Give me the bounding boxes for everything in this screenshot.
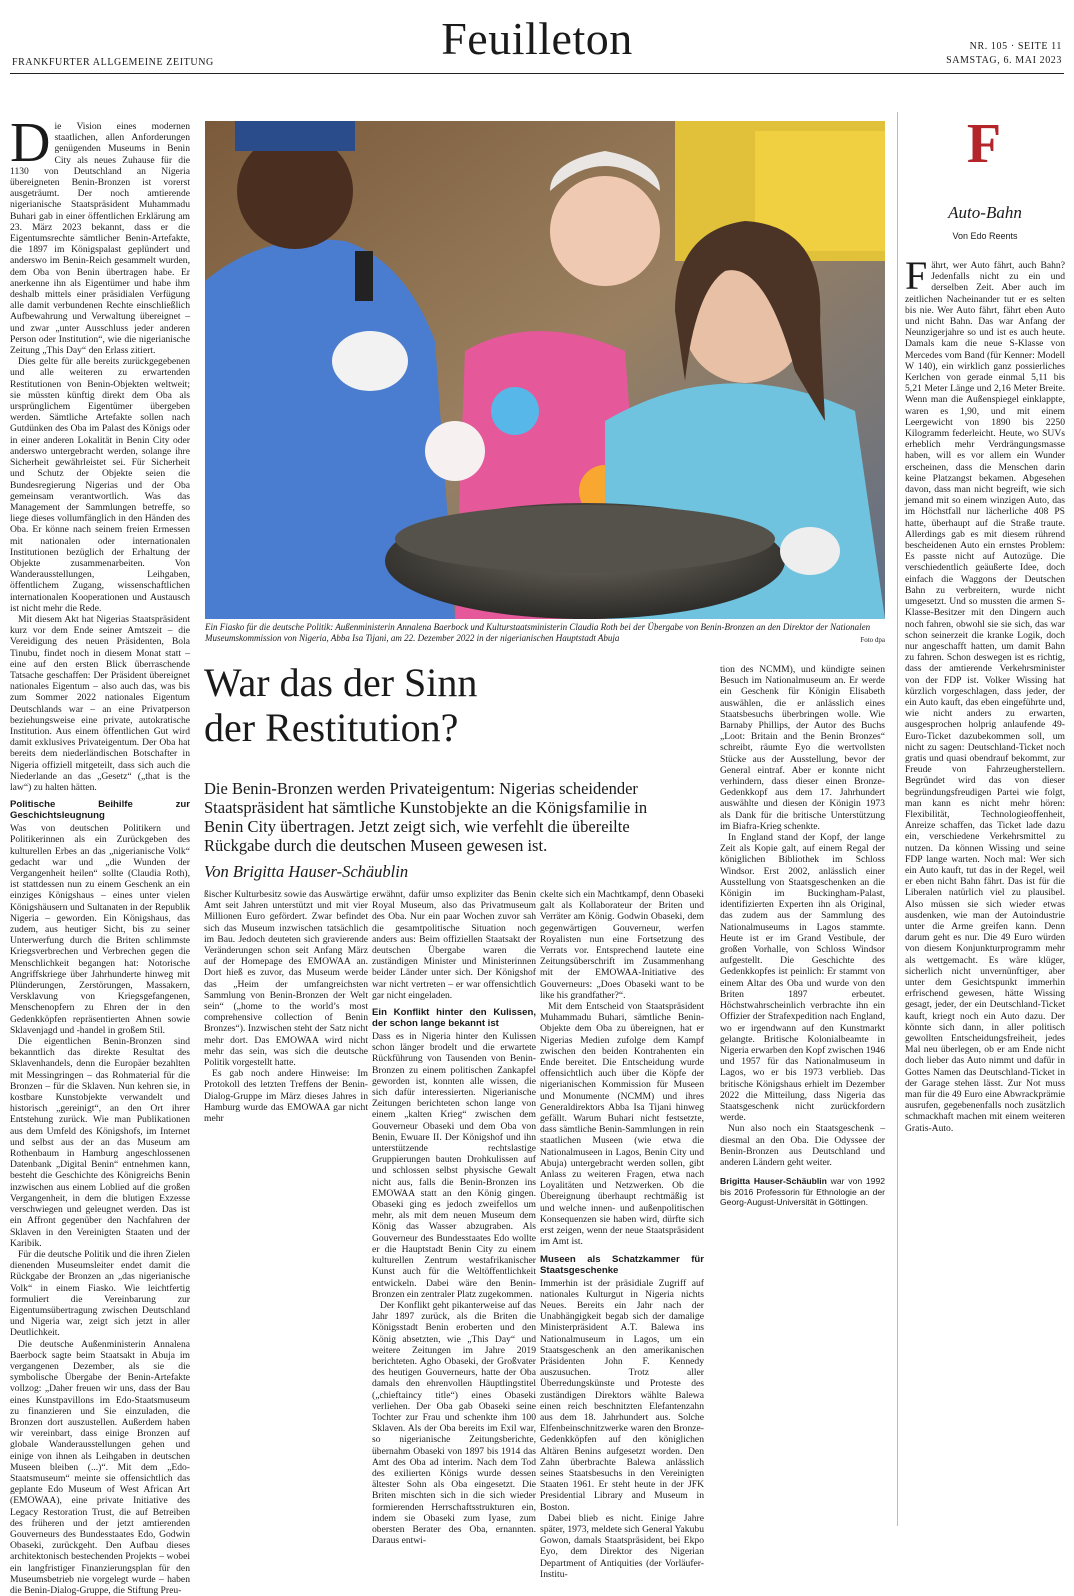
issue-date: SAMSTAG, 6. MAI 2023 — [946, 55, 1062, 66]
article-column-3: erwähnt, dafür umso expliziter das Benin Royal Museum, also das Privatmuseum des Oba. Nur ein paar Wochen zuvor sah die gesamtpolitische Situation noch anders aus: Beim offiziellen Staatsakt der deutschen Übergabe waren die zuständigen Minister und Ministerinnen beider Länder unter sich. Der Königshof war nicht vertreten – er war offensichtlich gar nicht eingeladen. Ein Konflikt hinter den Kulissen, der schon lange bekannt ist Dass es in Nigeria hinter den Kulissen schon länger brodelt und die erwartete Rückführung von Tausenden von Benin-Bronzen zu einem politischen Zankapfel geworden ist, konnten alle wissen, die sich dafür interessierten. Nigerianische Zeitungen berichteten schon lange von einem „kalten Krieg“ zwischen dem Gouverneur Obaseki und dem Oba von Benin, Ewuare II. Der Königshof und ihn unterstützende rechtslastige Gruppierungen bauten Drohkulissen auf und schlossen selbst physische Gewalt nicht aus, falls die Benin-Bronzen ins EMOWAA statt an den König gingen. Obaseki ging es jedoch zweifellos um mehr, als mit dem neuen Museum dem König das Wasser abzugraben. Als Gouverneur des Bundesstaates Edo wollte er die Hauptstadt Benin City zu einem kulturellen Zentrum westafrikanischer Kunst auch für die Weltöffentlichkeit entwickeln. Dabei wäre den Benin-Bronzen ein zentraler Platz zugekommen. Der Konflikt geht pikanterweise auf das Jahr 1897 zurück, als die Briten die Königsstadt Benin eroberten und den König absetzten, wie „This Day“ und weitere Zeitungen im Jahre 2019 berichteten. Agho Obaseki, der Großvater des heutigen Gouverneurs, hatte der Oba damals den ehrenvollen Häuptlingstitel („chieftaincy title“) eines Obaseki verliehen. Der Oba gab Obaseki seine Tochter zur Frau und schenkte ihm 100 Sklaven. Als der Oba bereits im Exil war, so nigerianische Zeitungsberichte, übernahm Obaseki von 1897 bis 1914 das Amt des Oba ad interim. Nach dem Tod des exilierten Königs wurde dessen ältester Sohn als Oba eingesetzt. Die Briten mischten sich in die sich wieder formierenden Herrschaftsstrukturen ein, indem sie Obaseki zum Iyase, zum obersten Berater des Oba, ernannten. Daraus entwi- — [372, 889, 536, 1547]
masthead-rule — [10, 73, 1064, 74]
faz-logo-icon — [960, 112, 1008, 175]
article-teaser: Die Benin-Bronzen werden Privateigentum: Nigerias scheidender Staatspräsident hat sämtliche Kunstobjekte an die Königsfamilie in Benin City übertragen. Jetzt zeigt sich, wie verfehlt die übereilte Rückgabe durch die deutschen Museen gewesen ist. — [204, 779, 648, 855]
gloss-author: Von Edo Reents — [952, 231, 1018, 241]
photo-credit: Foto dpa — [860, 635, 885, 644]
article-column-4: ckelte sich ein Machtkampf, denn Obaseki galt als Kollaborateur der Briten und Verräter am König. Godwin Obaseki, dem gegenwärtigen Gouverneur, werfen Royalisten nun eine Fortsetzung des Verrats vor. Entsprechend lautete eine Zeitungsüberschrift im Zusammenhang mit der EMOWAA-Initiative des Gouverneurs: „Does Obaseki want to be like his grandfather?“. Mit dem Entscheid von Staatspräsident Muhammadu Buhari, sämtliche Benin-Objekte dem Oba zu übereignen, hat er Nigerias Medien zufolge dem Kampf zwischen den beiden Kontrahenten ein Ende bereitet. Die Entscheidung wurde offensichtlich auch über die Köpfe der nigerianischen Kommission für Museen und Monumente (NCMM) und ihres Generaldirektors Abba Isa Tijani hinweg gefällt. Warum Buhari nicht festsetzte, dass sämtliche Benin-Sammlungen in rein staatlichen Museen (wie etwa die Nationalmuseen in Lagos, Benin City und Abuja) untergebracht werden sollen, gibt Anlass zu weiteren Fragen, etwa nach Loyalitäten und Netzwerken. Ob die Übereignung überhaupt rechtmäßig ist und welche innen- und außenpolitischen Konsequenzen sie haben wird, dürfte sich erst zeigen, wenn der neue Staatspräsident im Amt ist. Museen als Schatzkammer für Staatsgeschenke Immerhin ist der präsidiale Zugriff auf nationales Kulturgut in Nigeria nichts Neues. Bereits ein Jahr nach der Unabhängigkeit begab sich der damalige Ministerpräsident A.T. Balewa ins Nationalmuseum in Lagos, um ein Staatsgeschenk an den amerikanischen Präsidenten John F. Kennedy auszusuchen. Trotz aller Überredungskünste und Proteste des zuständigen Direktors wählte Balewa einen reich beschnitzten Elefantenzahn aus dem 18. Jahrhundert aus. Solche Elfenbeinschnitzwerke waren den Bronze-Gedenkköpfen auf den königlichen Altären Benins aufgesetzt worden. Den Zahn überbrachte Balewa anlässlich seines Staatsbesuchs in den Vereinigten Staaten 1961. Er steht heute in der JFK Presidential Library and Museum in Boston. Dabei blieb es nicht. Einige Jahre später, 1973, meldete sich General Yakubu Gowon, damals Staatspräsident, bei Ekpo Eyo, dem Direktor des Nigerian Department of Antiquities (der Vorläufer-Institu- — [540, 889, 704, 1580]
logo-letter: F — [966, 113, 1002, 175]
gloss-drop-cap: F — [905, 253, 928, 298]
subheading: Politische Beihilfe zur Geschichtsleugnung — [10, 799, 190, 822]
author-bio: Brigitta Hauser-Schäublin war von 1992 bis 2016 Professorin für Ethnologie an der Georg-August-Universität in Göttingen. — [720, 1176, 886, 1207]
gloss-text: Fährt, wer Auto fährt, auch Bahn? Jedenfalls nicht zu ein und derselben Zeit. Aber auch im zeitlichen Nacheinander tut er es selten bis nie. Wer Auto fährt, fährt eben Auto und nicht Bahn. Das war Anfang der Neunzigerjahre so und ist es auch heute. Damals kam die neue S-Klasse von Mercedes vom Band (für Kenner: Modell W 140), ein wirklich ganz possierliches Kerlchen von gerade einmal 5,11 bis 5,21 Meter Länge und 2,16 Meter Breite. Wenn man die Außenspiegel einklappte, waren es 1,90, und mit einem Leergewicht von 1890 bis 2250 Kilogramm federleicht. Heute, wo SUVs erheblich mehr Verdrängungsmasse haben, will es vor allem ein Wunder erscheinen, dass die Menschen darin keine Platzangst bekamen. Abgesehen davon, dass man nicht begreift, wie sich jemand mit so einem winzigen Auto, das im Höchstfall nur lächerliche 408 PS hatte, überhaupt auf die Straße traute. Allerdings gab es mit diesem rührend bescheidenen Auto ein ernstes Problem: Es passte nicht auf Autozüge. Die verschiedentlich geäußerte Idee, doch einfach die Waggons der Deutschen Bahn zu verbreitern, wurde nicht umgesetzt. Und so mussten die armen S-Klasse-Besitzer mit den Dingern auch noch fahren, obwohl sie sie sich, das war schon seinerzeit die kranke Logik, doch nur angeschafft hatten, um damit Bahn zu fahren. Schon deswegen ist es richtig, dass der amtierende Verkehrsminister von der FDP ist. Volker Wissing hat kürzlich vorgeschlagen, dass jeder, der ein Auto kauft, das eben eingeführte und, wie nicht anders zu erwarten, ausgesprochen holprig anlaufende 49-Euro-Ticket dazubekommen soll, um nicht zu sagen: Deutschland-Ticket noch gratis und quasi obendrauf bekommt, zur Freude von Fahrzeugherstellern. Begründet wird das von dieser begründungsfreudigen Partei wie folgt, man kann es nicht mehr hören: Flexibilität, Technologieoffenheit, Anreize schaffen, das Ticket lade dazu ein, verschiedene Verkehrsmittel zu nutzen. Da können Wissing und seine FDP lange warten. Noch mal: Wer sich ein Auto kauft, tut das in der Regel, weil er eben nicht Bahn fährt. Das ist für die Liberalen natürlich viel zu plausibel. Also müssen sie sich wieder etwas ausdenken, wie man der Autoindustrie unter die Arme greifen kann. Denn darum geht es nur. Die 49 Euro würden von diesem Konjunkturprogramm mehr als wettgemacht. Es wäre klüger, sicherlich nicht unvernünftiger, aber unter dem Gesichtspunkt immerhin erfrischend gewesen, hätte Wissing gesagt, jeder, der ein Deutschland-Ticket kauft, kriegt noch ein Auto dazu. Der könnte sich dann, in aller politisch gewollten Entscheidungsfreiheit, jedes Mal neu überlegen, ob er am Ende nicht doch lieber das Auto nimmt und dafür in Gottes Namen das Deutschland-Ticket in der Garage stehen lässt. Zur Not muss man für die 49 Euro eine Abwrackprämie ausrufen, gegebenenfalls noch zusätzlich schmackhaft machen mit einem weiteren Gratis-Auto. — [905, 253, 1065, 1134]
photo-illustration — [205, 121, 885, 619]
article-photo — [205, 121, 885, 619]
drop-cap: D — [10, 112, 51, 174]
section-title: Feuilleton — [441, 13, 633, 64]
article-headline: War das der Sinn der Restitution? — [204, 660, 478, 750]
photo-caption: Ein Fiasko für die deutsche Politik: Außenministerin Annalena Baerbock und Kulturstaatsministerin Claudia Roth bei der Übergabe von Benin-Bronzen an den Direktor der Nationalen Museumskommission von Nigeria, Abba Isa Tijani, am 22. Dezember 2022 in der nigerianischen Hauptstadt Abuja Foto dpa — [205, 622, 885, 644]
subheading: Ein Konflikt hinter den Kulissen, der schon lange bekannt ist — [372, 1007, 536, 1030]
article-byline: Von Brigitta Hauser-Schäublin — [204, 862, 409, 881]
newspaper-name: FRANKFURTER ALLGEMEINE ZEITUNG — [12, 57, 214, 68]
issue-number: NR. 105 · SEITE 11 — [969, 41, 1062, 52]
gloss-title: Auto-Bahn — [948, 203, 1022, 222]
issue-info — [946, 40, 1062, 68]
article-column-2: ßischer Kulturbesitz sowie das Auswärtige Amt seit Jahren unterstützt und mit vier Millionen Euro gefördert. Zwar befindet sich das Museum inzwischen tatsächlich im Bau. Jedoch deuteten sich gravierende Veränderungen schon seit Anfang März auf der Homepage des EMOWAA an. Dort hieß es zuvor, das Museum werde das „Heim der umfangreichsten Sammlung von Benin-Bronzen der Welt sein“ („home to the world’s most comprehensive collection of Benin Bronzes“). Inzwischen steht der Satz nicht mehr dort. Das EMOWAA wird nicht mehr das sein, was sich die deutsche Politik vorgestellt hatte. Es gab noch andere Hinweise: Im Protokoll des letzten Treffens der Benin-Dialog-Gruppe im März dieses Jahres in Hamburg wurde das EMOWAA gar nicht mehr — [204, 889, 368, 1125]
subheading: Museen als Schatzkammer für Staatsgeschenke — [540, 1253, 704, 1276]
article-column-1: Die Vision eines modernen staatlichen, allen Anforderungen genügenden Museums in Benin City als neues Zuhause für die 1130 von Deutschland an Nigeria übereigneten Benin-Bronzen ist vorerst ausgeträumt. Der noch amtierende nigerianische Staatspräsident Muhammadu Buhari gab in einer öffentlichen Erklärung am 23. März 2023 bekannt, dass er die Eigentumsrechte sämtlicher Benin-Artefakte, die 1897 im Königspalast geplündert und anderswo im Benin-Reich gesammelt wurden, dem Oba von Benin übertragen habe. Er anerkenne ihn als Eigentümer und habe ihm deshalb mittels einer präsidialen Verfügung alle damit verbundenen Rechte einschließlich Aufbewahrung und Verwaltung übereignet – und zwar „unter Ausschluss jeder anderen Person oder Institution“, wie die nigerianische Zeitung „This Day“ den Erlass zitiert. Dies gelte für alle bereits zurückgegebenen und alle weiteren zu erwartenden Restitutionen von Benin-Objekten weltweit; sie müssten künftig direkt dem Oba als ursprünglichem Eigentümer übergeben werden. Sämtliche Artefakte sollen nach Gutdünken des Oba im Palast des Königs oder in einer anderen Lokalität in Benin City oder anderswo untergebracht werden, solange ihre Sicherheit gewährleistet sei. Für Sicherheit und Schutz der Objekte seien die Bundesregierung Nigerias und der Oba gemeinsam verantwortlich. Was das Management der Sammlungen betreffe, so liege dieses vollumfänglich in den Händen des Oba. Er könne nach seinem freien Ermessen mit nationalen oder internationalen Institutionen bezüglich der Erhaltung der Objekte zusammenarbeiten. Von Wanderausstellungen, Leihgaben, öffentlichem Zugang, wissenschaftlichen internationalen Kooperationen und Austausch ist nicht mehr die Rede. Mit diesem Akt hat Nigerias Staatspräsident kurz vor dem Ende seiner Amtszeit – die Vereidigung des neuen Präsidenten, Bola Tinubu, findet noch in diesem Monat statt – eine auf den ersten Blick überraschende Tatsache geschaffen: Der Präsident übereignet nationales Eigentum – also auch das, was bis zum Sommer 2022 nationales Eigentum Deutschlands war – an eine Privatperson beziehungsweise eine private, autokratische Institution. Aus einem öffentlichen Gut wird damit exklusives Privateigentum. Der Oba hat bereits dem niederländischen Botschafter in Nigeria offiziell mitgeteilt, dass sich auch die Niederlande an das „Gesetz“ („that is the law“) zu halten hätten. Politische Beihilfe zur Geschichtsleugnung Was von deutschen Politikern und Politikerinnen als ein Zurückgeben des kulturellen Erbes an das „nigerianische Volk“ gedacht war und „die Wunden der Vergangenheit heilen“ sollte (Claudia Roth), ist stattdessen nun zu einem Geschenk an ein einziges Königshaus – eines unter vielen Königshäusern und Sultanaten in der Republik Nigeria – geworden. Ein Königshaus, das zudem, aus heutiger Sicht, bis zu seiner Unterwerfung durch die Briten schlimmste Kriegsverbrechen und Verbrechen gegen die Menschlichkeit begangen hat: Notorische Angriffskriege über Jahrhunderte hinweg mit Plünderungen, Zerstörungen, Massakern, Versklavung von Kriegsgefangenen, Menschenopfern zu Ehren der in den Gedenkköpfen repräsentierten Ahnen sowie Sklavenjagd und -handel in großem Stil. Die eigentlichen Benin-Bronzen sind bekanntlich das direkte Resultat des Sklavenhandels, denn die Europäer bezahlten mit Messingringen – das Rohmaterial für die Bronzen – für die Sklaven. Nun kehren sie, in kostbare Kunstobjekte verwandelt und historisch „gereinigt“, an den Ort ihrer Entstehung zurück. Wie man Publikationen aus dem Umfeld des Königshofs, im Internet und selbst aus der an das Museum am Rothenbaum in Hamburg angeschlossenen Datenbank „Digital Benin“ entnehmen kann, besteht die Geschichte des Königreichs Benin inzwischen aus einem Loblied auf die großen Vergangenheit, in dem die blutigen Exzesse verschwiegen und geleugnet werden. Das ist ein Affront gegenüber den Nachfahren der Sklaven in den Vereinigten Staaten und der Karibik. Für die deutsche Politik und die ihren Zielen dienenden Museumsleiter endet damit die Rückgabe der Bronzen an „das nigerianische Volk“ in einem Fiasko. Wie leichtfertig formuliert die Vereinbarung zur Eigentumsübertragung zwischen Deutschland und Nigeria war, zeigt sich jetzt in aller Deutlichkeit. Die deutsche Außenministerin Annalena Baerbock sagte beim Staatsakt in Abuja im vergangenen Dezember, als sie die symbolische Übergabe der Benin-Artefakte vollzog: „Daher freuen wir uns, dass der Bau eines Kunstpavillons im Edo-Staatsmuseum zu finanzieren und Sie einzuladen, die Bronzen dort auszustellen. Außerdem haben wir vereinbart, dass einige Bronzen auf globale Wanderausstellungen gehen und einige von ihnen als Leihgaben in deutschen Museen bleiben (...)“. Mit dem „Edo-Staatsmuseum“ meinte sie offensichtlich das geplante Edo Museum of West African Art (EMOWAA), eine private Initiative des Legacy Restoration Trust, die auf Betreiben des früheren und der jetzt amtierenden Gouverneurs des Bundesstaates Edo, Godwin Obaseki, zurückgeht. Den Aufbau dieses architektonisch bestechenden Projekts – wobei ein langfristiger Finanzierungsplan für den Museumsbetrieb nie vorgelegt wurde – haben die Benin-Dialog-Gruppe, die Stiftung Preu- — [10, 112, 190, 1596]
article-column-5: tion des NCMM), und kündigte seinen Besuch im Nationalmuseum an. Er werde ein Geschenk für Königin Elisabeth auswählen, die er anlässlich eines Staatsbesuchs überbringen wolle. Wie Barnaby Phillips, der Autor des Buchs „Loot: Britain and the Benin Bronzes“ schreibt, räumte Eyo die wertvollsten Stücke aus der Ausstellung, bevor der General eintraf. Aber er konnte nicht verhindern, dass dieser einen Bronze-Gedenkkopf aus dem 17. Jahrhundert auswählte und diesen der Königin 1973 als Dank für die britische Unterstützung im Biafra-Krieg schenkte. In England stand der Kopf, der lange Zeit als Kopie galt, auf einem Regal der königlichen Bibliothek im Schloss Windsor. Erst 2002, anlässlich einer Ausstellung von Staatsgeschenken an die Königin im Buckingham-Palast, identifizierten Experten ihn als Original, das zudem aus der Sammlung des Nationalmuseums in Lagos stammte. Heute ist er im Grand Vestibule, der großen Vorhalle, von Schloss Windsor aufgestellt. Die Geschichte des Gedenkkopfes ist peinlich: Er stammt von einem Altar des Oba und wurde von den Briten 1897 erbeutet. Höchstwahrscheinlich verbrachte ihn ein Offizier der Strafexpedition nach England, wo er irgendwann auf den Kunstmarkt gelangte. Britische Kolonialbeamte in Nigeria erwarben den Kopf zwischen 1946 und 1957 für das Nationalmuseum in Lagos, wo er bis 1973 verblieb. Das britische Königshaus erhielt im Dezember 2022 die Mitteilung, dass Nigeria das Staatsgeschenk nicht zurückfordern werde. Nun also noch ein Staatsgeschenk – diesmal an den Oba. Die Odyssee der Benin-Bronzen aus Deutschland und anderen Ländern geht weiter. Brigitta Hauser-Schäublin war von 1992 bis 2016 Professorin für Ethnologie an der Georg-August-Universität in Göttingen. — [720, 664, 886, 1207]
column-divider — [897, 112, 898, 1526]
